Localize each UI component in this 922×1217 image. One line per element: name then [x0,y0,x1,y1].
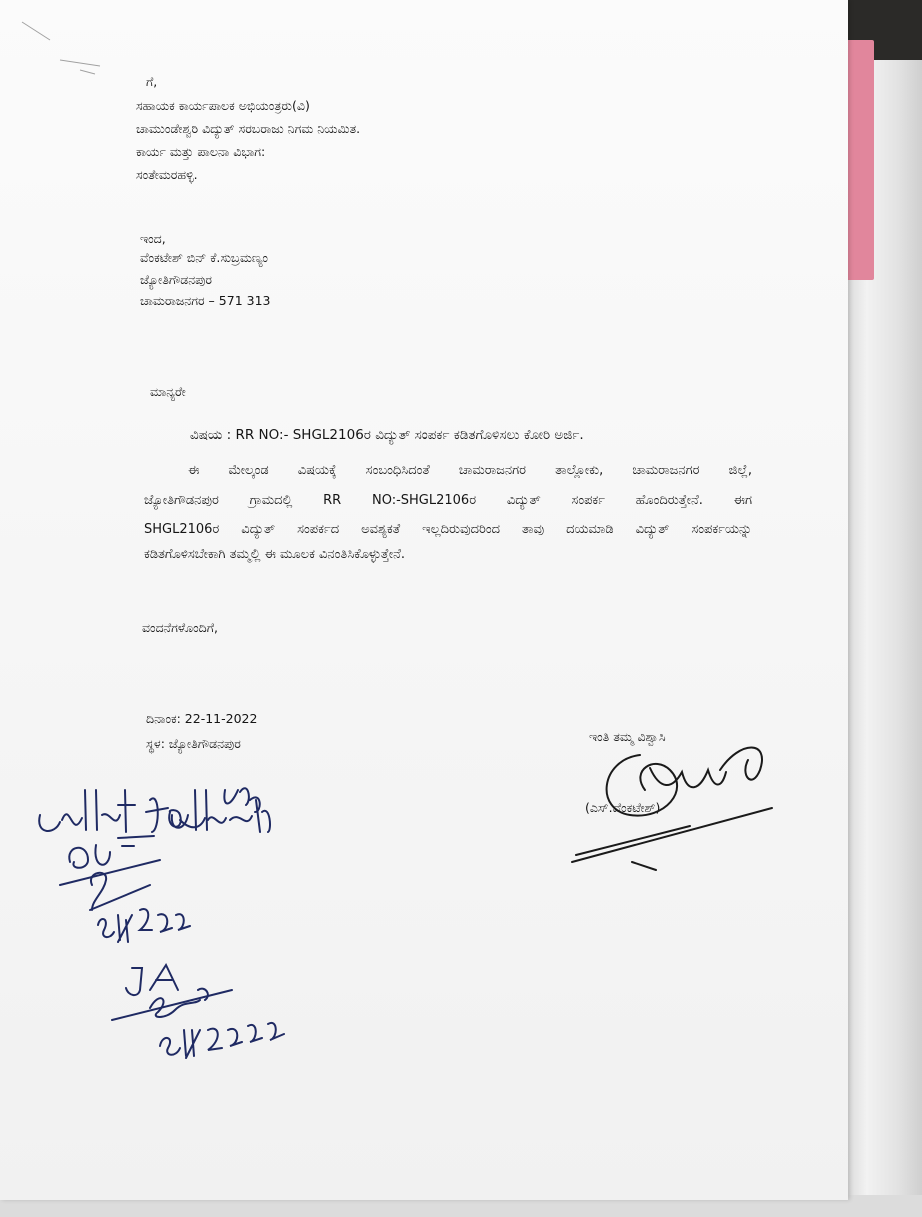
body-line-2: ಜ್ಯೋತಿಗೌಡನಪುರ ಗ್ರಾಮದಲ್ಲಿ RR NO:-SHGL2106ರ ವಿದ್ಯುತ್ ಸಂಪರ್ಕ ಹೊಂದಿರುತ್ತೇನೆ. ಈಗ [144,493,752,508]
recipient-line-3: ಕಾರ್ಯ ಮತ್ತು ಪಾಲನಾ ವಿಭಾಗ: [136,144,266,159]
closing: ವಂದನೆಗಳೊಂದಿಗೆ, [142,620,218,635]
recipient-line-4: ಸಂತೇಮರಹಳ್ಳಿ. [136,167,198,182]
sender-line-1: ವೆಂಕಟೇಶ್ ಬಿನ್ ಕೆ.ಸುಬ್ರಮಣ್ಯಂ [140,250,268,265]
body-line-3: SHGL2106ರ ವಿದ್ಯುತ್ ಸಂಪರ್ಕದ ಅವಶ್ಯಕತೆ ಇಲ್ಲದಿರುವುದರಿಂದ ತಾವು ದಯಮಾಡಿ ವಿದ್ಯುತ್ ಸಂಪರ್ಕಯನ್ನು [144,522,752,537]
letter-date: ದಿನಾಂಕ: 22-11-2022 [146,711,258,726]
subject-line: ವಿಷಯ : RR NO:- SHGL2106ರ ವಿದ್ಯುತ್ ಸಂಪರ್ಕ ಕಡಿತಗೊಳಿಸಲು ಕೋರಿ ಅರ್ಜಿ. [190,427,584,443]
sender-line-3: ಚಾಮರಾಜನಗರ – 571 313 [140,293,271,308]
to-salutation: ಗೆ, [146,74,158,89]
recipient-line-1: ಸಹಾಯಕ ಕಾರ್ಯಪಾಲಕ ಅಭಿಯಂತ್ರರು(ವಿ) [136,98,310,113]
body-line-1: ಈ ಮೇಲ್ಕಂಡ ವಿಷಯಕ್ಕೆ ಸಂಬಂಧಿಸಿದಂತೆ ಚಾಮರಾಜನಗರ ತಾಲ್ಲೋಕು, ಚಾಮರಾಜನಗರ ಜಿಲ್ಲೆ, [188,463,752,478]
body-line-4: ಕಡಿತಗೊಳಿಸಬೇಕಾಗಿ ತಮ್ಮಲ್ಲಿ ಈ ಮೂಲಕ ವಿನಂತಿಸಿಕೊಳ್ಳುತ್ತೇನೆ. [144,547,406,562]
recipient-line-2: ಚಾಮುಂಡೇಶ್ವರಿ ವಿದ್ಯುತ್ ಸರಬರಾಜು ನಿಗಮ ನಿಯಮಿತ. [136,121,361,136]
signatory-name: (ಎಸ್.ವೆಂಕಟೇಶ್) [585,800,661,815]
from-label: ಇಂದ, [140,231,166,246]
letter-place: ಸ್ಥಳ: ಜ್ಯೋತಿಗೌಡನಪುರ [146,736,241,751]
sender-signature [572,748,772,871]
handwritten-note-1 [39,788,270,942]
sender-line-2: ಜ್ಯೋತಿಗೌಡನಪುರ [140,272,212,287]
yours-faithfully: ಇಂತಿ ತಮ್ಮ ವಿಶ್ವಾಸಿ [589,729,666,744]
handwritten-note-2 [112,965,284,1058]
corner-scratch [22,22,100,74]
greeting: ಮಾನ್ಯರೇ [150,384,186,399]
pink-folder-edge [846,40,874,280]
